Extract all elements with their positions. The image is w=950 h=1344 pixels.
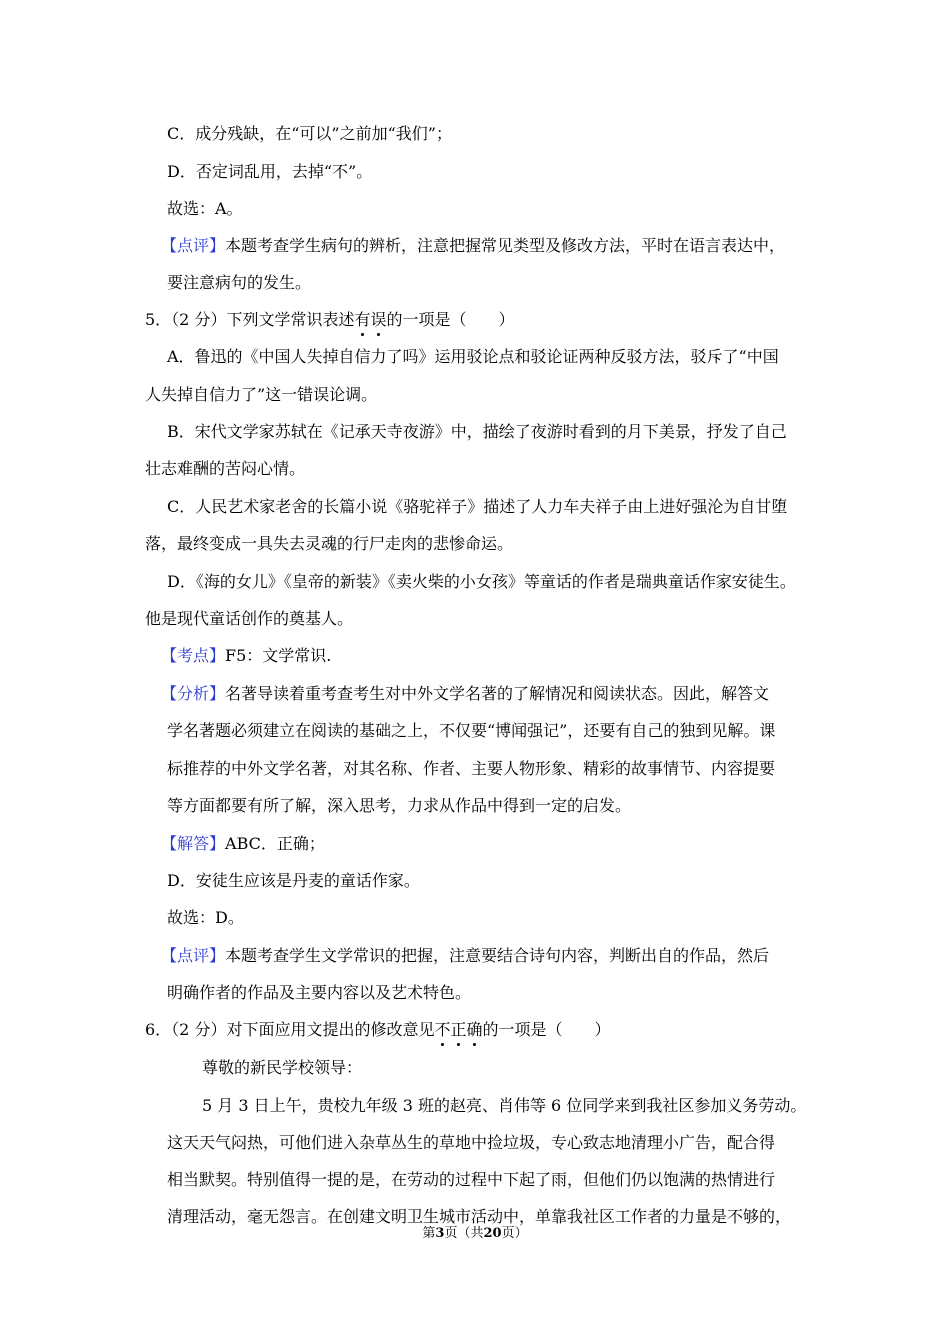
option-b-line1: B．宋代文学家苏轼在《记承天寺夜游》中，描绘了夜游时看到的月下美景，抒发了自己: [167, 422, 787, 441]
emphasis-char: 不: [434, 1020, 451, 1039]
letter-line3: 相当默契。特别值得一提的是，在劳动的过程中下起了雨，但他们仍以饱满的热情进行: [167, 1170, 776, 1189]
emphasis-char: 正: [450, 1020, 467, 1039]
option-a-line1: A．鲁迅的《中国人失掉自信力了吗》运用驳论点和驳论证两种反驳方法，驳斥了“中国: [167, 347, 779, 366]
question-6: [145, 1020, 611, 1040]
option-d-analysis: D．否定词乱用，去掉“不”。: [167, 162, 373, 181]
option-c-line1: C．人民艺术家老舍的长篇小说《骆驼祥子》描述了人力车夫祥子由上进好强沦为自甘堕: [167, 497, 788, 516]
question-6-suffix: 的一项是（ ）: [482, 1020, 611, 1039]
option-d-line1: D．《海的女儿》《皇帝的新装》《卖火柴的小女孩》等童话的作者是瑞典童话作家安徒生。: [167, 572, 796, 591]
comment-text: 本题考查学生文学常识的把握，注意要结合诗句内容，判断出自的作品，然后: [225, 946, 770, 965]
question-5-prefix: 5．（2 分）下列文学常识表述: [145, 310, 355, 329]
comment-q5-line2: 明确作者的作品及主要内容以及艺术特色。: [167, 983, 472, 1002]
letter-salutation: 尊敬的新民学校领导：: [202, 1058, 363, 1077]
option-d-line2: 他是现代童话创作的奠基人。: [145, 609, 354, 628]
knowledge-point: [161, 646, 331, 666]
page-footer: [0, 1226, 950, 1242]
solution-line1: [161, 834, 325, 854]
footer-middle: 页（共: [444, 1226, 484, 1241]
emphasis-char: 确: [466, 1020, 483, 1039]
option-c-analysis: C．成分残缺，在“可以”之前加“我们”；: [167, 124, 452, 143]
total-pages: 20: [483, 1226, 502, 1241]
option-a-line2: 人失掉自信力了”这一错误论调。: [145, 385, 378, 404]
knowledge-tag: 【考点】: [161, 646, 226, 665]
analysis-line1: [161, 684, 769, 704]
answer-q5: 故选：D。: [167, 908, 244, 927]
comment-q4-line1: [161, 236, 785, 256]
analysis-text: 名著导读着重考查考生对中外文学名著的了解情况和阅读状态。因此，解答文: [225, 684, 770, 703]
analysis-line2: 学名著题必须建立在阅读的基础之上，不仅要“博闻强记”，还要有自己的独到见解。课: [167, 721, 776, 740]
footer-prefix: 第: [422, 1226, 436, 1241]
comment-q5-line1: [161, 946, 769, 966]
page-number: 3: [435, 1226, 445, 1241]
footer-suffix: 页）: [501, 1226, 528, 1241]
option-b-line2: 壮志难酬的苦闷心情。: [145, 459, 306, 478]
comment-q4-line2: 要注意病句的发生。: [167, 273, 312, 292]
knowledge-text: F5：文学常识.: [225, 646, 332, 665]
emphasis-char: 有: [354, 310, 371, 329]
letter-line4: 清理活动，毫无怨言。在创建文明卫生城市活动中，单靠我社区工作者的力量是不够的，: [167, 1207, 792, 1226]
letter-line1: 5 月 3 日上午，贵校九年级 3 班的赵亮、肖伟等 6 位同学来到我社区参加义务劳动。: [202, 1096, 807, 1115]
emphasis-char: 误: [370, 310, 387, 329]
question-5: [145, 310, 515, 330]
solution-text: ABC．正确；: [225, 834, 325, 853]
analysis-line4: 等方面都要有所了解，深入思考，力求从作品中得到一定的启发。: [167, 796, 632, 815]
letter-line2: 这天天气闷热，可他们进入杂草丛生的草地中捡垃圾，专心致志地清理小广告，配合得: [167, 1133, 776, 1152]
analysis-tag: 【分析】: [161, 684, 226, 703]
question-5-suffix: 的一项是（ ）: [386, 310, 515, 329]
answer-q4: 故选：A。: [167, 199, 243, 218]
solution-line2: D．安徒生应该是丹麦的童话作家。: [167, 871, 420, 890]
comment-text: 本题考查学生病句的辨析，注意把握常见类型及修改方法，平时在语言表达中，: [225, 236, 786, 255]
question-6-prefix: 6．（2 分）对下面应用文提出的修改意见: [145, 1020, 435, 1039]
comment-tag: 【点评】: [161, 236, 226, 255]
comment-tag: 【点评】: [161, 946, 226, 965]
option-c-line2: 落，最终变成一具失去灵魂的行尸走肉的悲惨命运。: [145, 534, 514, 553]
solution-tag: 【解答】: [161, 834, 226, 853]
analysis-line3: 标推荐的中外文学名著，对其名称、作者、主要人物形象、精彩的故事情节、内容提要: [167, 759, 776, 778]
